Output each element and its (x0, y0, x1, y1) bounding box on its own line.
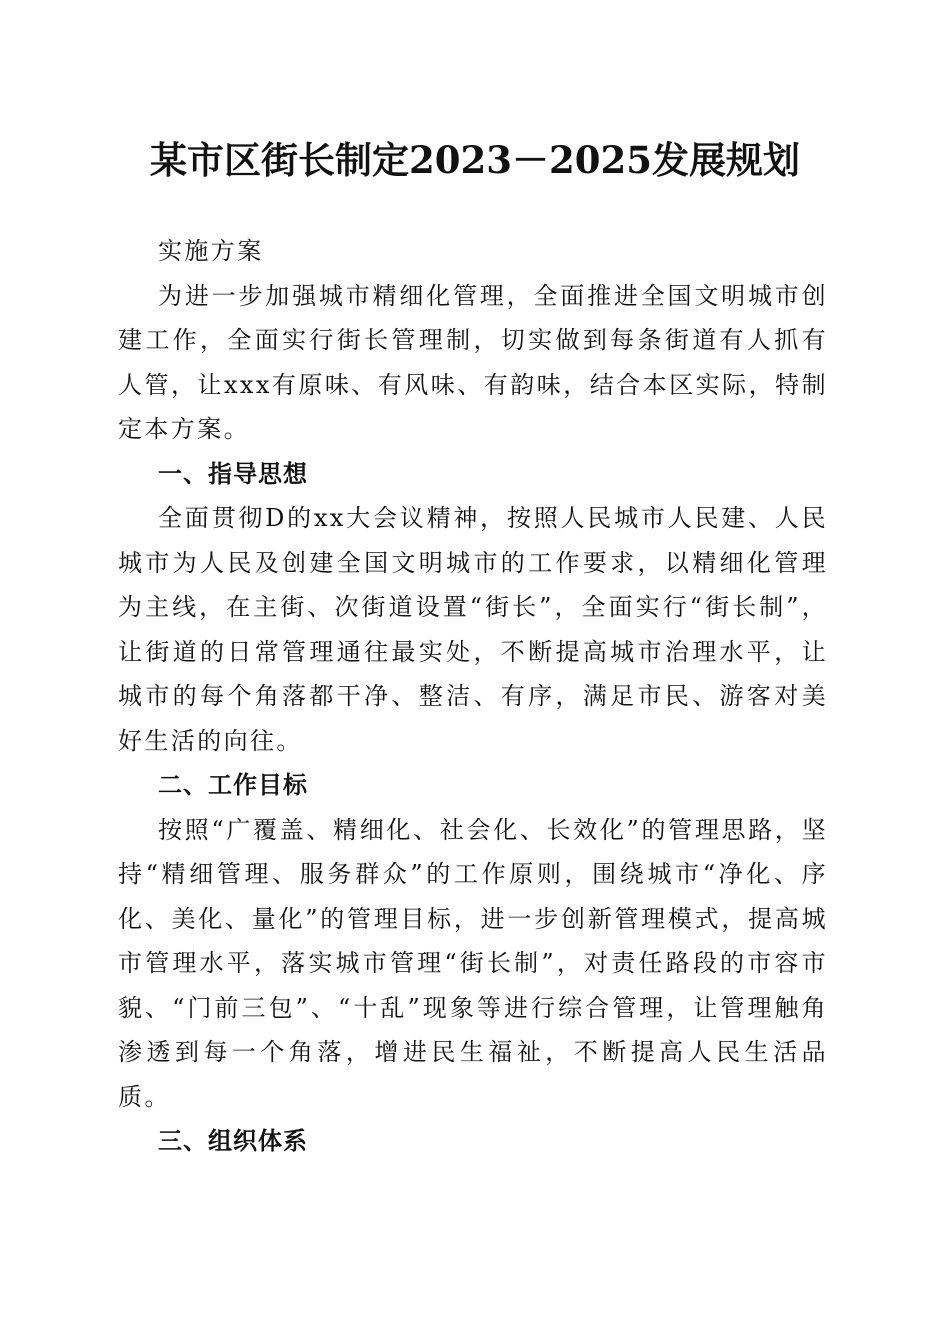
document-subtitle: 实施方案 (158, 237, 264, 265)
section-heading-guiding-thought: 一、指导思想 (158, 459, 308, 488)
section-text-work-goals: 按照“广覆盖、精细化、社会化、长效化”的管理思路，坚持“精细管理、服务群众”的工作原则，围绕城市“净化、序化、美化、量化”的管理目标，进一步创新管理模式，提高城市管理水平，落实城市管理“街长制”，对责任路段的市容市貌、“门前三包”、“十乱”现象等进行综合管理，让管理触角渗透到每一个角落，增进民生福祉，不断提高人民生活品质。 (118, 815, 828, 1111)
section-text-guiding-thought: 全面贯彻D的xx大会议精神，按照人民城市人民建、人民城市为人民及创建全国文明城市的工作要求，以精细化管理为主线，在主街、次街道设置“街长”，全面实行“街长制”，让街道的日常管理通往最实处，不断提高城市治理水平，让城市的每个角落都干净、整洁、有序，满足市民、游客对美好生活的向往。 (118, 504, 828, 755)
document-title: 某市区街长制定2023－2025发展规划 (150, 138, 800, 182)
section-heading-work-goals: 二、工作目标 (158, 771, 308, 799)
document-body (118, 229, 828, 1164)
section-heading-organization: 三、组织体系 (158, 1127, 308, 1155)
intro-paragraph: 为进一步加强城市精细化管理，全面推进全国文明城市创建工作，全面实行街长管理制，切实做到每条街道有人抓有人管，让xxx有原味、有风味、有韵味，结合本区实际，特制定本方案。 (118, 281, 828, 443)
